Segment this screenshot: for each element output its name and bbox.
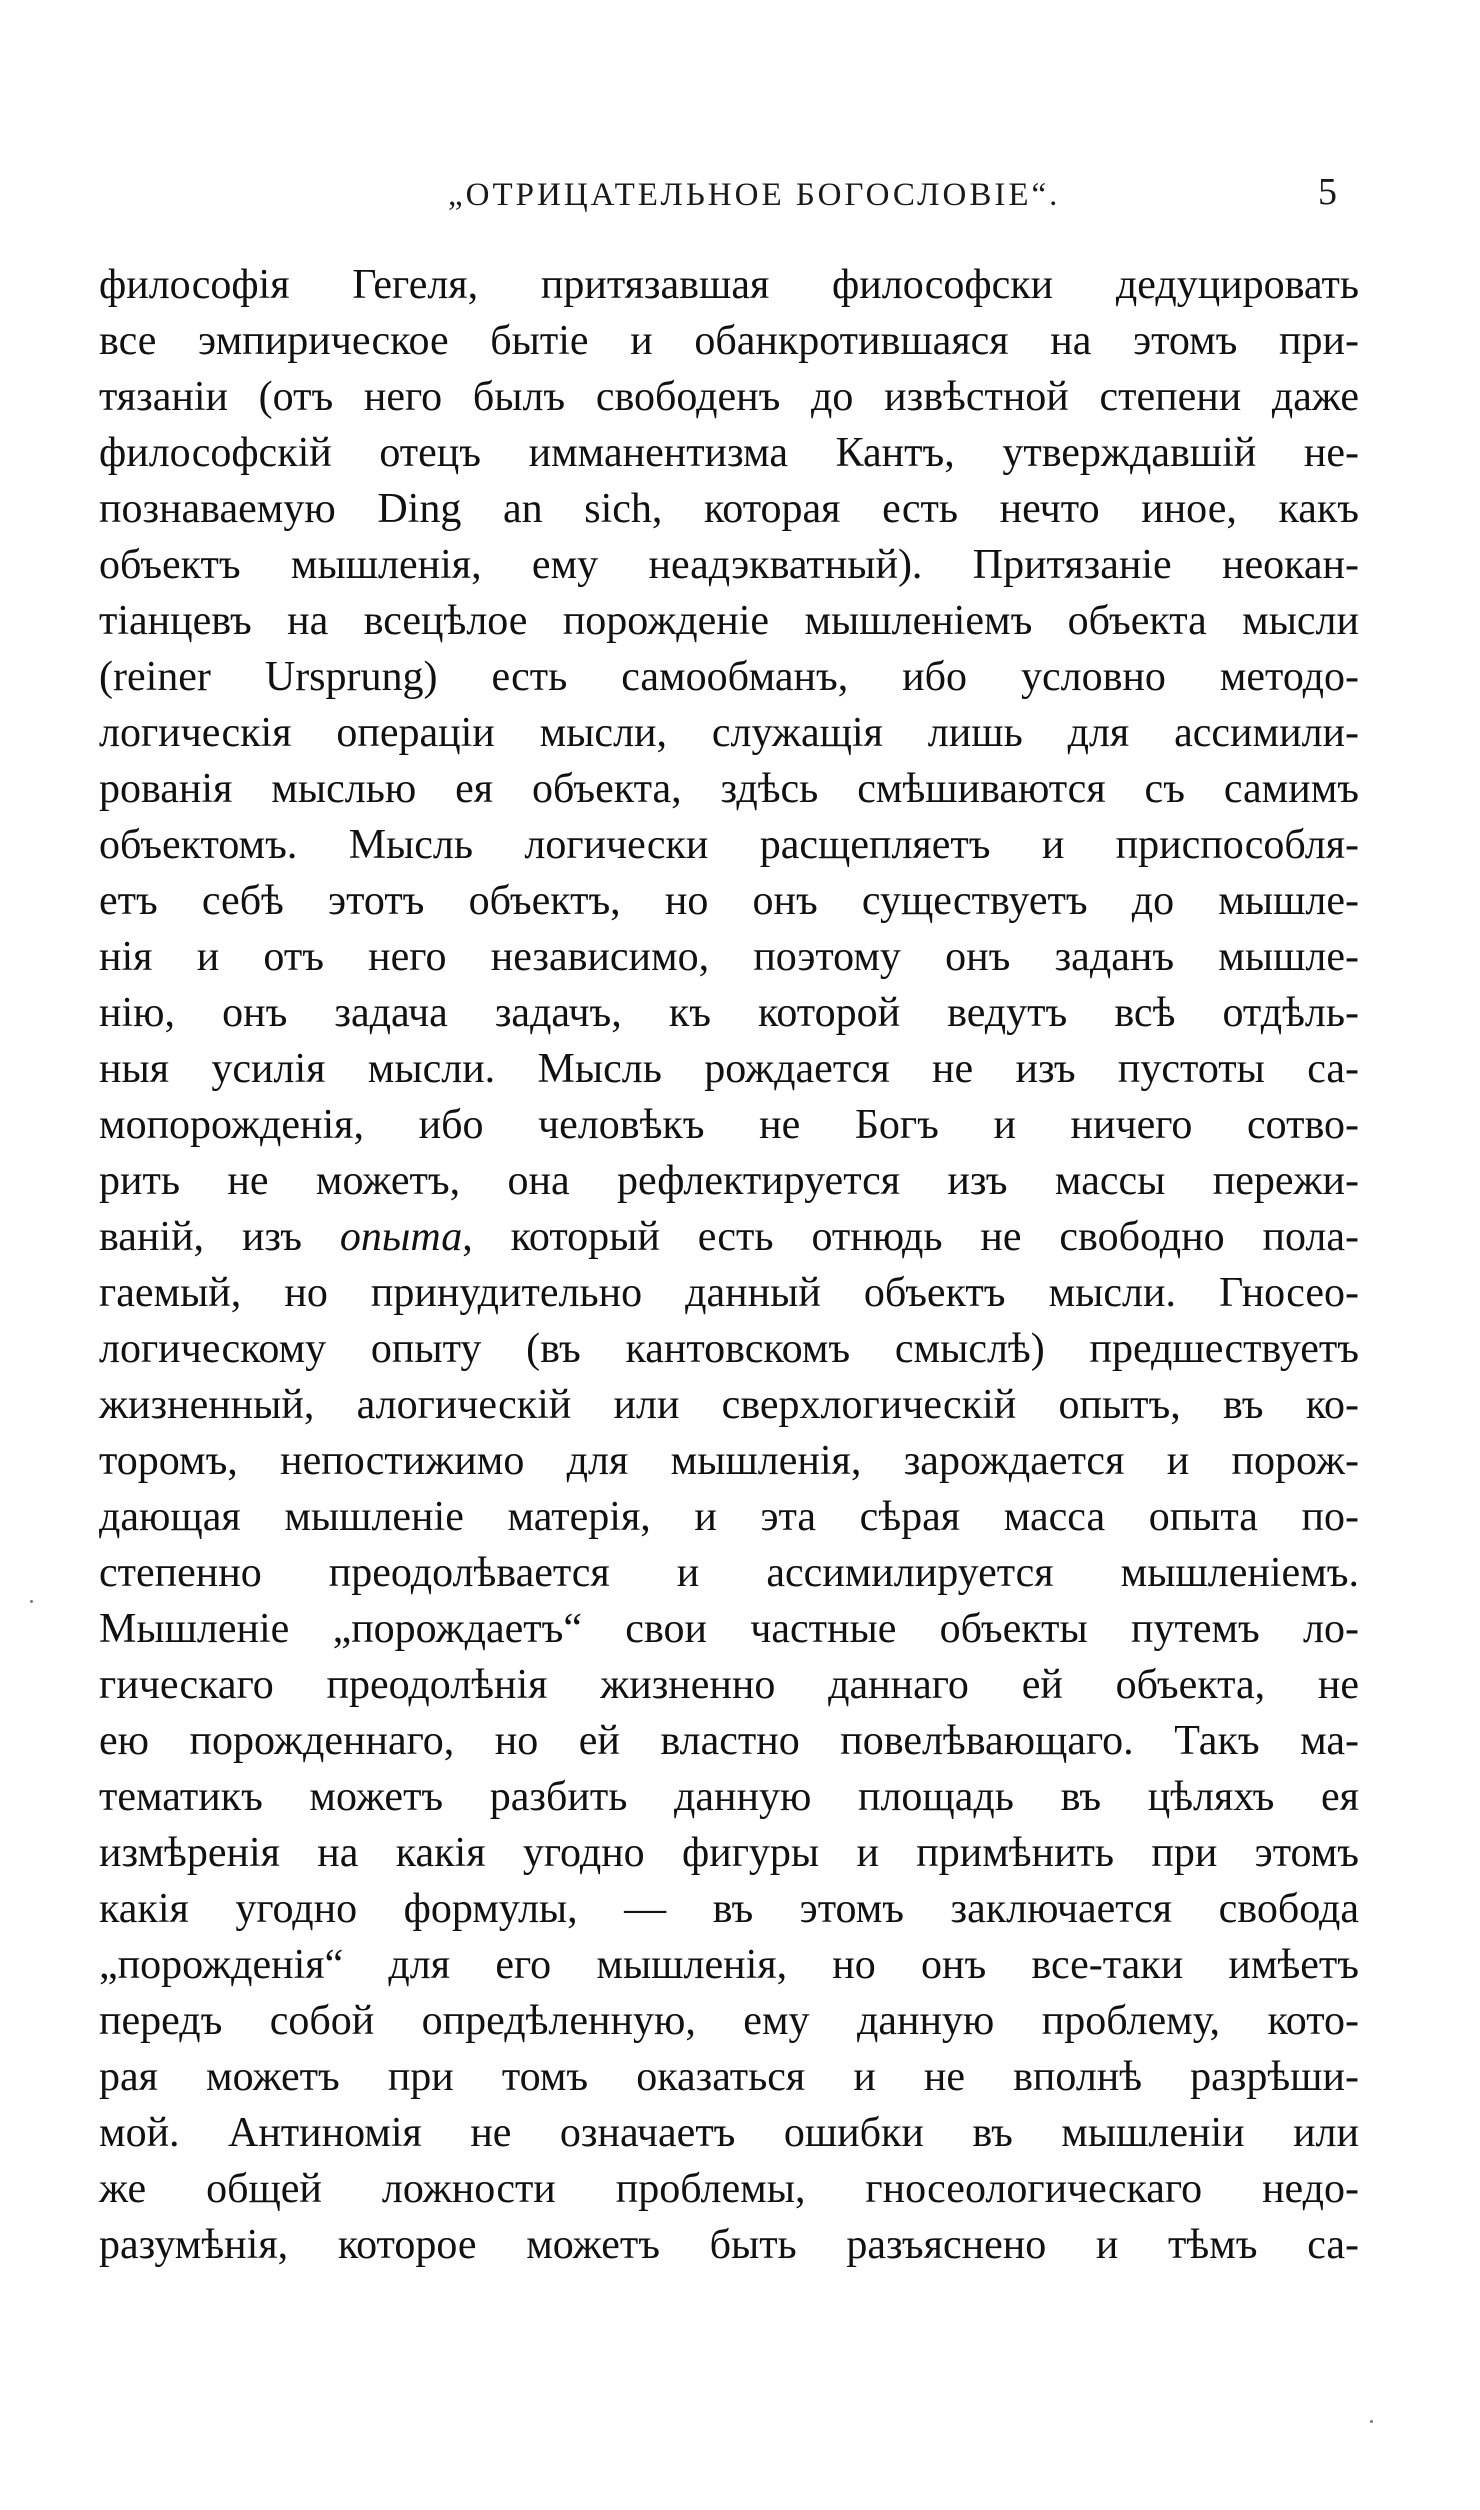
print-speck: [30, 1600, 33, 1603]
body-text: [99, 257, 1359, 2273]
text-line: измѣренiя на какiя угодно фигуры и примѣнить при этомъ: [99, 1830, 1359, 1876]
text-line: тiанцевъ на всецѣлое порожденiе мышленiемъ объекта мысли: [99, 598, 1359, 644]
text-line: етъ себѣ этотъ объектъ, но онъ существуетъ до мышле-: [99, 878, 1359, 924]
text-line: разумѣнiя, которое можетъ быть разъяснено и тѣмъ са-: [99, 2222, 1359, 2268]
text-line: ванiй, изъ опыта, который есть отнюдь не свободно пола-: [99, 1214, 1359, 1260]
text-line: рить не можетъ, она рефлектируется изъ массы пережи-: [99, 1158, 1359, 1204]
page-number: 5: [1318, 171, 1337, 213]
text-line: жизненный, алогическiй или сверхлогическiй опытъ, въ ко-: [99, 1382, 1359, 1428]
text-line: дающая мышленiе матерiя, и эта сѣрая масса опыта по-: [99, 1494, 1359, 1540]
text-line: рованiя мыслью ея объекта, здѣсь смѣшиваются съ самимъ: [99, 766, 1359, 812]
text-line: (reiner Ursprung) есть самообманъ, ибо условно методо-: [99, 654, 1359, 700]
italic-emphasis: опыта: [339, 1214, 463, 1260]
running-title: „ОТРИЦАТЕЛЬНОЕ БОГОСЛОВIЕ“.: [448, 177, 1061, 213]
text-line: торомъ, непостижимо для мышленiя, зарождается и порож-: [99, 1438, 1359, 1484]
text-line: ею порожденнаго, но ей властно повелѣвающаго. Такъ ма-: [99, 1718, 1359, 1764]
text-line: гаемый, но принудительно данный объектъ мысли. Гносео-: [99, 1270, 1359, 1316]
text-line: все эмпирическое бытiе и обанкротившаяся на этомъ при-: [99, 318, 1359, 364]
text-line: тязанiи (отъ него былъ свободенъ до извѣстной степени даже: [99, 374, 1359, 420]
text-line: мопорожденiя, ибо человѣкъ не Богъ и ничего сотво-: [99, 1102, 1359, 1148]
text-line: же общей ложности проблемы, гносеологическаго недо-: [99, 2166, 1359, 2212]
text-line: познаваемую Ding an sich, которая есть нечто иное, какъ: [99, 486, 1359, 532]
text-line: объектъ мышленiя, ему неадэкватный). Притязанiе неокан-: [99, 542, 1359, 588]
text-line: степенно преодолѣвается и ассимилируется мышленiемъ.: [99, 1550, 1359, 1596]
text-line: гическаго преодолѣнiя жизненно даннаго ей объекта, не: [99, 1662, 1359, 1708]
text-line: передъ собой опредѣленную, ему данную проблему, кото-: [99, 1998, 1359, 2044]
text-line: объектомъ. Мысль логически расщепляетъ и приспособля-: [99, 822, 1359, 868]
text-line: Мышленiе „порождаетъ“ свои частные объекты путемъ ло-: [99, 1606, 1359, 1652]
text-line: тематикъ можетъ разбить данную площадь въ цѣляхъ ея: [99, 1774, 1359, 1820]
text-line: логическому опыту (въ кантовскомъ смыслѣ) предшествуетъ: [99, 1326, 1359, 1372]
print-speck: [1370, 2420, 1373, 2423]
text-line: философiя Гегеля, притязавшая философски дедуцировать: [99, 262, 1359, 308]
text-line: логическiя операцiи мысли, служащiя лишь для ассимили-: [99, 710, 1359, 756]
text-line: „порожденiя“ для его мышленiя, но онъ все-таки имѣетъ: [99, 1942, 1359, 1988]
text-line: нiя и отъ него независимо, поэтому онъ заданъ мышле-: [99, 934, 1359, 980]
text-line: нiю, онъ задача задачъ, къ которой ведутъ всѣ отдѣль-: [99, 990, 1359, 1036]
text-line: философскiй отецъ имманентизма Кантъ, утверждавшiй не-: [99, 430, 1359, 476]
text-line: рая можетъ при томъ оказаться и не вполнѣ разрѣши-: [99, 2054, 1359, 2100]
text-line: ныя усилiя мысли. Мысль рождается не изъ пустоты са-: [99, 1046, 1359, 1092]
text-line: мой. Антиномiя не означаетъ ошибки въ мышленiи или: [99, 2110, 1359, 2156]
text-line: какiя угодно формулы, — въ этомъ заключается свобода: [99, 1886, 1359, 1932]
